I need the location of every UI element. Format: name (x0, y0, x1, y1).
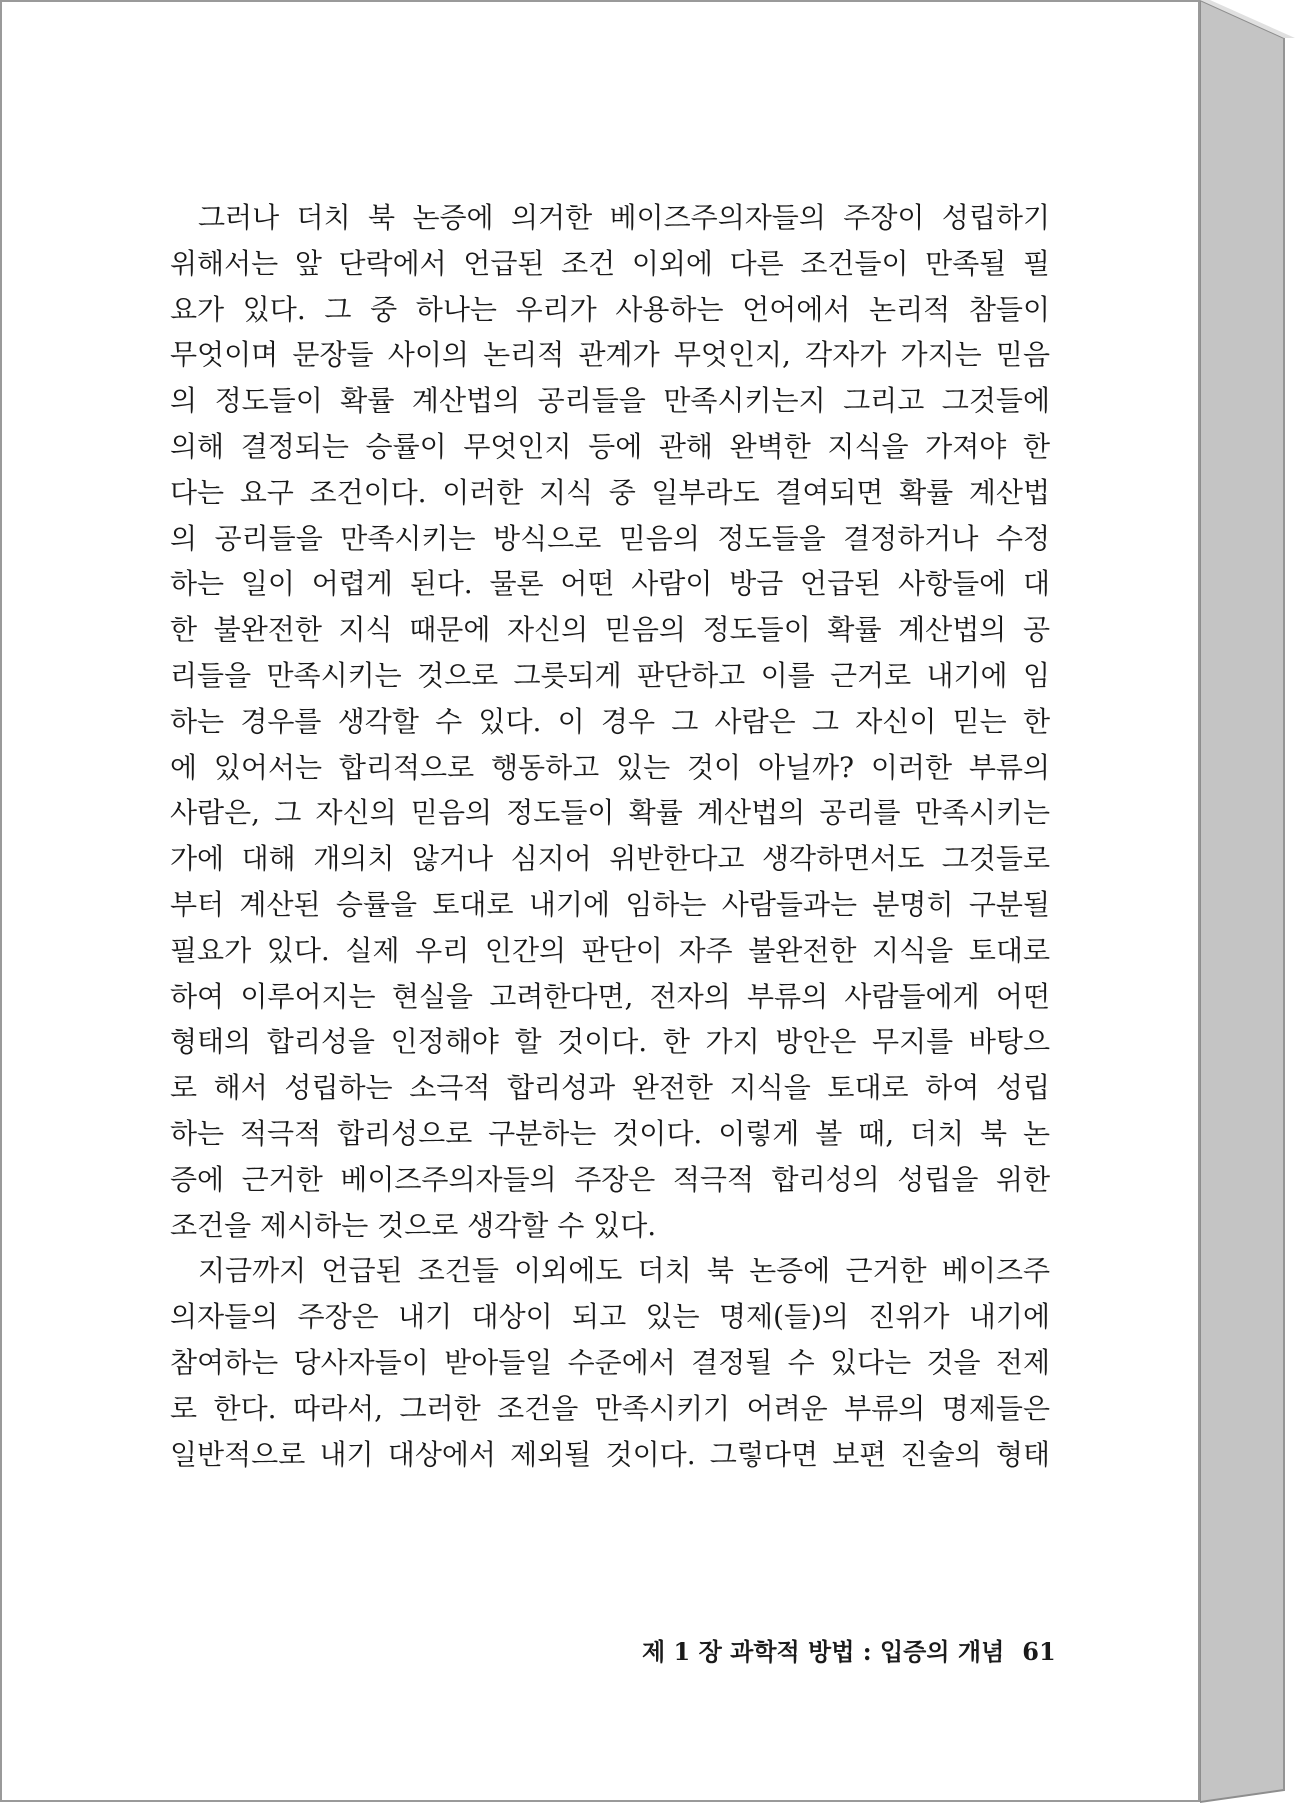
paragraph-2-line: 의자들의 주장은 내기 대상이 되고 있는 명제(들)의 진위가 내기에 (170, 1300, 1050, 1334)
paragraph-1-last-line: 조건을 제시하는 것으로 생각할 수 있다. (170, 1208, 657, 1242)
paragraph-1-line: 한 불완전한 지식 때문에 자신의 믿음의 정도들이 확률 계산법의 공 (170, 613, 1050, 647)
paragraph-1-line: 가에 대해 개의치 않거나 심지어 위반한다고 생각하면서도 그것들로 (170, 842, 1050, 876)
paragraph-1-line: 요가 있다. 그 중 하나는 우리가 사용하는 언어에서 논리적 참들이 (170, 292, 1050, 326)
paragraph-1-line: 증에 근거한 베이즈주의자들의 주장은 적극적 합리성의 성립을 위한 (170, 1162, 1050, 1196)
paragraph-1-line: 사람은, 그 자신의 믿음의 정도들이 확률 계산법의 공리를 만족시키는 (170, 796, 1050, 830)
paragraph-1-line: 필요가 있다. 실제 우리 인간의 판단이 자주 불완전한 지식을 토대로 (170, 933, 1050, 967)
paragraph-1-line: 하는 경우를 생각할 수 있다. 이 경우 그 사람은 그 자신이 믿는 한 (170, 704, 1050, 738)
page-number: 61 (1022, 1637, 1056, 1666)
paragraph-1-line: 하여 이루어지는 현실을 고려한다면, 전자의 부류의 사람들에게 어떤 (170, 979, 1050, 1013)
running-head: 제 1 장 과학적 방법 : 입증의 개념 (642, 1637, 1005, 1666)
paragraph-1-line: 하는 일이 어렵게 된다. 물론 어떤 사람이 방금 언급된 사항들에 대 (170, 567, 1050, 601)
paragraph-1-line: 그러나 더치 북 논증에 의거한 베이즈주의자들의 주장이 성립하기 (198, 201, 1050, 234)
paragraph-1-line: 다는 요구 조건이다. 이러한 지식 중 일부라도 결여되면 확률 계산법 (170, 475, 1050, 509)
book-edge-shape (1200, 0, 1295, 1806)
paragraph-1-line: 로 해서 성립하는 소극적 합리성과 완전한 지식을 토대로 하여 성립 (170, 1071, 1050, 1105)
paragraph-2-line: 일반적으로 내기 대상에서 제외될 것이다. 그렇다면 보편 진술의 형태 (170, 1437, 1050, 1471)
paragraph-1-line: 에 있어서는 합리적으로 행동하고 있는 것이 아닐까? 이러한 부류의 (170, 750, 1050, 784)
paragraph-1-line: 하는 적극적 합리성으로 구분하는 것이다. 이렇게 볼 때, 더치 북 논 (170, 1116, 1050, 1150)
body-text (170, 195, 1050, 1477)
paragraph-1-line: 의 정도들이 확률 계산법의 공리들을 만족시키는지 그리고 그것들에 (170, 384, 1050, 418)
paragraph-1-line: 무엇이며 문장들 사이의 논리적 관계가 무엇인지, 각자가 가지는 믿음 (170, 338, 1050, 372)
book-edge (1200, 0, 1295, 1806)
paragraph-1-line: 의해 결정되는 승률이 무엇인지 등에 관해 완벽한 지식을 가져야 한 (170, 429, 1050, 463)
paragraph-2-line: 로 한다. 따라서, 그러한 조건을 만족시키기 어려운 부류의 명제들은 (170, 1391, 1050, 1425)
paragraph-2-line: 참여하는 당사자들이 받아들일 수준에서 결정될 수 있다는 것을 전제 (170, 1345, 1050, 1379)
paragraph-1-line: 위해서는 앞 단락에서 언급된 조건 이외에 다른 조건들이 만족될 필 (170, 246, 1050, 280)
paragraph-2-line: 지금까지 언급된 조건들 이외에도 더치 북 논증에 근거한 베이즈주 (198, 1254, 1050, 1288)
paragraph-1-line: 리들을 만족시키는 것으로 그릇되게 판단하고 이를 근거로 내기에 임 (170, 658, 1050, 692)
page-footer (642, 1632, 1056, 1667)
paragraph-1-line: 형태의 합리성을 인정해야 할 것이다. 한 가지 방안은 무지를 바탕으 (170, 1025, 1050, 1059)
paragraph-1-line: 부터 계산된 승률을 토대로 내기에 임하는 사람들과는 분명히 구분될 (170, 887, 1050, 921)
paragraph-1-line: 의 공리들을 만족시키는 방식으로 믿음의 정도들을 결정하거나 수정 (170, 521, 1050, 555)
